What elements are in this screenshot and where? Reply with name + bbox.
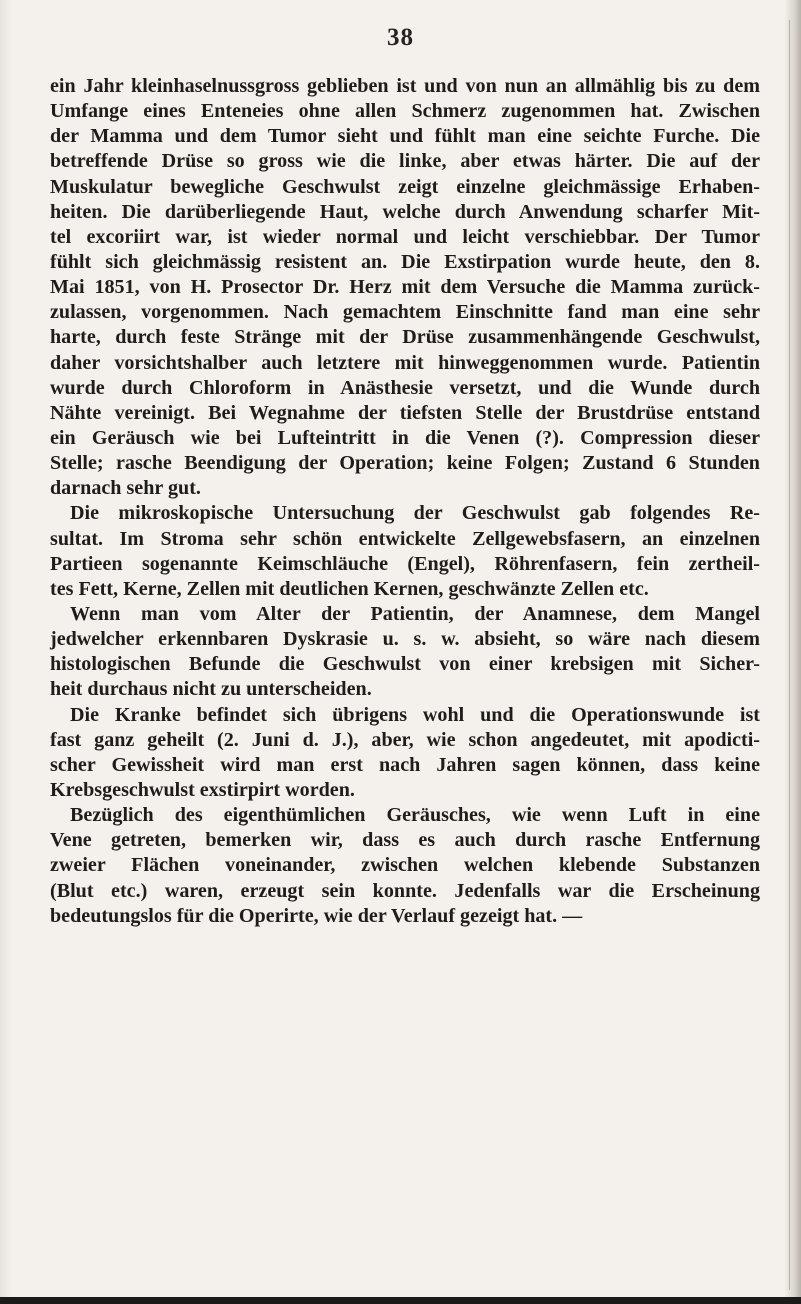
text-line: Bezüglich des eigenthümlichen Geräusches, wie wenn Luft in eine <box>70 804 760 827</box>
text-line: sultat. Im Stroma sehr schön entwickelte Zellgewebsfasern, an einzelnen <box>50 527 760 550</box>
text-line: (Blut etc.) waren, erzeugt sein konnte. Jedenfalls war die Erscheinung <box>50 879 760 902</box>
text-line: tes Fett, Kerne, Zellen mit deutlichen Kernen, geschwänzte Zellen etc. <box>50 577 649 600</box>
text-line: ein Jahr kleinhaselnussgross geblieben ist und von nun an allmählig bis zu dem <box>50 75 760 97</box>
text-line: Vene getreten, bemerken wir, dass es auch durch rasche Entfernung <box>50 829 760 852</box>
text-line: ein Geräusch wie bei Lufteintritt in die Venen (?). Compression dieser <box>50 426 760 449</box>
text-line: Umfange eines Enteneies ohne allen Schmerz zugenommen hat. Zwischen <box>50 100 760 123</box>
text-line: Wenn man vom Alter der Patientin, der Anamnese, dem Mangel <box>70 602 760 625</box>
text-line: histologischen Befunde die Geschwulst von einer krebsigen mit Sicher- <box>50 653 760 676</box>
text-line: darnach sehr gut. <box>50 477 201 500</box>
text-line: betreffende Drüse so gross wie die linke, aber etwas härter. Die auf der <box>50 150 760 173</box>
text-line: Mai 1851, von H. Prosector Dr. Herz mit dem Versuche die Mamma zurück- <box>50 276 760 299</box>
paragraph <box>50 803 760 929</box>
page-left-edge <box>0 0 12 1304</box>
text-line: Partieen sogenannte Keimschläuche (Engel), Röhrenfasern, fein zertheil- <box>50 552 760 575</box>
text-line: jedwelcher erkennbaren Dyskrasie u. s. w. absieht, so wäre nach diesem <box>50 628 760 651</box>
paragraph <box>50 501 760 602</box>
paragraph <box>50 74 760 501</box>
text-line: wurde durch Chloroform in Anästhesie versetzt, und die Wunde durch <box>50 376 760 399</box>
page-right-edge <box>785 0 801 1304</box>
text-line: zweier Flächen voneinander, zwischen welchen klebende Substanzen <box>50 854 760 877</box>
text-line: Krebsgeschwulst exstirpirt worden. <box>50 778 355 801</box>
scan-bottom-border <box>0 1297 801 1304</box>
text-line: tel excoriirt war, ist wieder normal und leicht verschiebbar. Der Tumor <box>50 225 760 248</box>
paragraph <box>50 602 760 703</box>
text-line: Nähte vereinigt. Bei Wegnahme der tiefsten Stelle der Brustdrüse entstand <box>50 401 760 424</box>
text-line: Stelle; rasche Beendigung der Operation; keine Folgen; Zustand 6 Stunden <box>50 452 760 475</box>
text-line: daher vorsichtshalber auch letztere mit hinweggenommen wurde. Patientin <box>50 351 760 374</box>
text-line: zulassen, vorgenommen. Nach gemachtem Einschnitte fand man eine sehr <box>50 301 760 324</box>
text-line: bedeutungslos für die Operirte, wie der Verlauf gezeigt hat. — <box>50 904 583 927</box>
text-line: heit durchaus nicht zu unterscheiden. <box>50 678 372 701</box>
text-line: Die Kranke befindet sich übrigens wohl und die Operationswunde ist <box>70 703 760 726</box>
text-line: fühlt sich gleichmässig resistent an. Die Exstirpation wurde heute, den 8. <box>50 250 760 273</box>
body-text <box>50 74 760 929</box>
page-number: 38 <box>387 24 414 51</box>
text-line: scher Gewissheit wird man erst nach Jahren sagen können, dass keine <box>50 753 760 776</box>
text-line: harte, durch feste Stränge mit der Drüse zusammenhängende Geschwulst, <box>50 326 760 349</box>
text-line: Die mikroskopische Untersuchung der Geschwulst gab folgendes Re- <box>70 502 760 525</box>
text-line: heiten. Die darüberliegende Haut, welche durch Anwendung scharfer Mit- <box>50 200 760 223</box>
text-line: der Mamma und dem Tumor sieht und fühlt man eine seichte Furche. Die <box>50 125 760 148</box>
text-line: Muskulatur bewegliche Geschwulst zeigt einzelne gleichmässige Erhaben- <box>50 175 760 198</box>
paragraph <box>50 703 760 804</box>
text-line: fast ganz geheilt (2. Juni d. J.), aber, wie schon angedeutet, mit apodicti- <box>50 728 760 751</box>
